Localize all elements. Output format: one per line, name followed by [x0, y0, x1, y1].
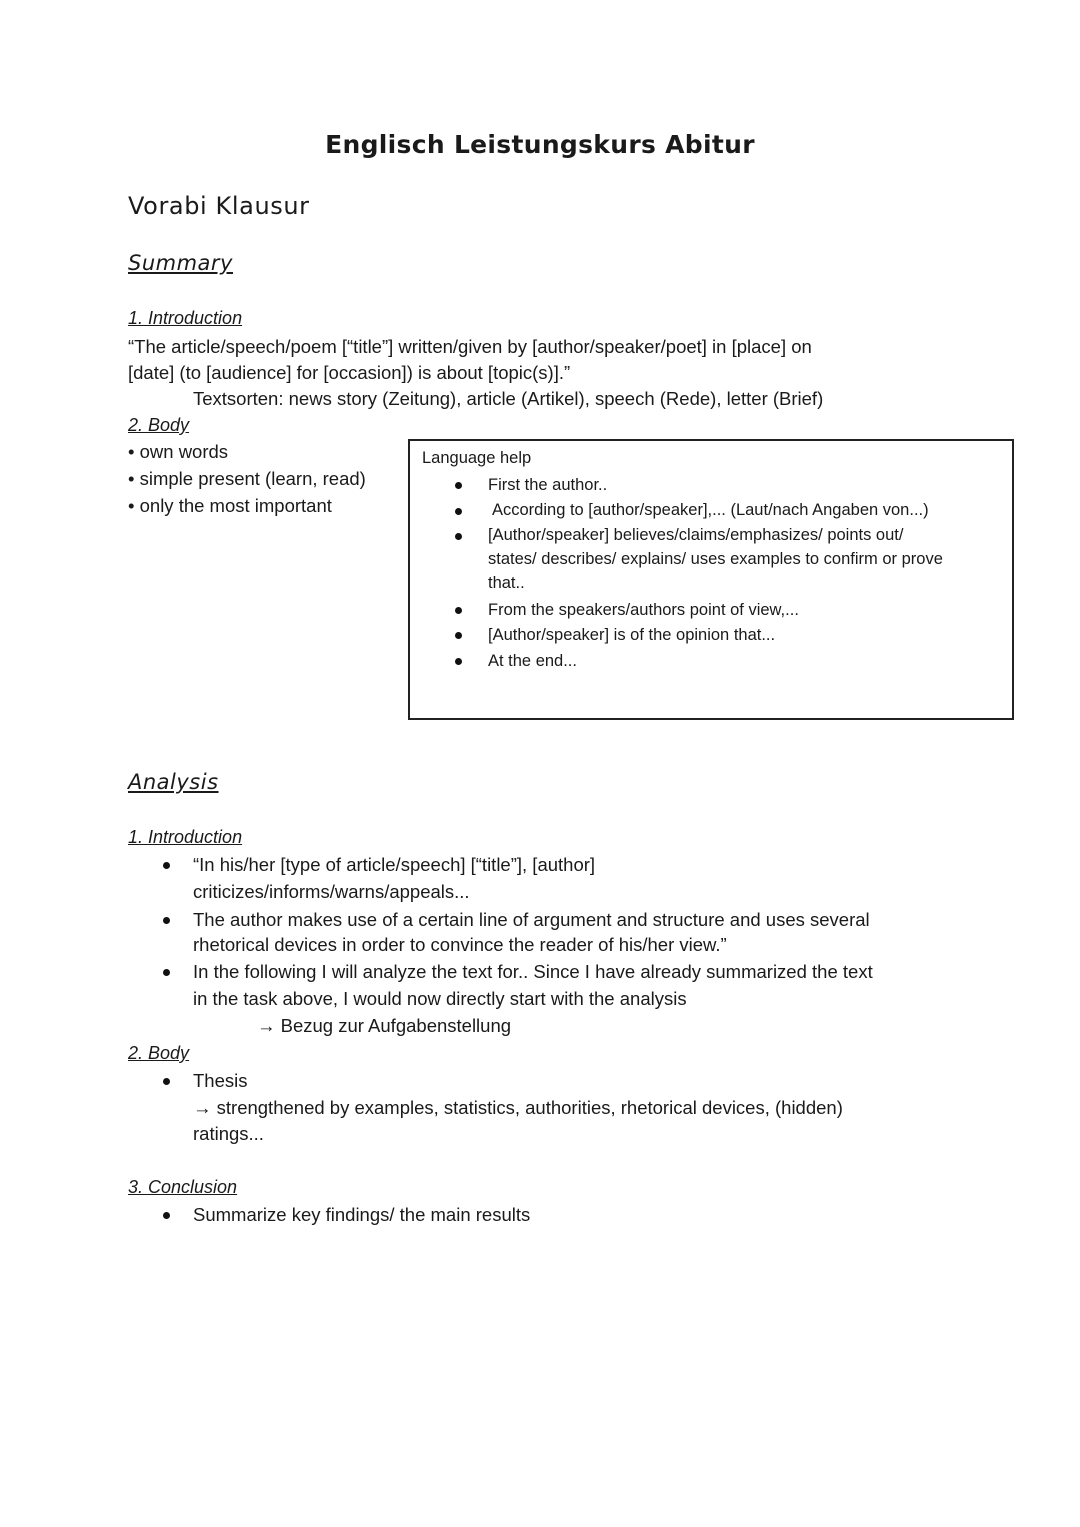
language-help-title: Language help	[422, 449, 532, 467]
language-help-item: According to [author/speaker],... (Laut/nach Angaben von...)	[492, 501, 929, 519]
textsorten-line: Textsorten: news story (Zeitung), article (Artikel), speech (Rede), letter (Brief)	[193, 388, 824, 409]
language-help-item: [Author/speaker] believes/claims/emphasizes/ points out/	[488, 526, 904, 544]
summary-intro-line: [date] (to [audience] for [occasion]) is about [topic(s)].”	[128, 362, 571, 383]
page-title: Englisch Leistungskurs Abitur	[325, 130, 755, 159]
summary-intro-heading: 1. Introduction	[128, 308, 243, 328]
bullet-icon	[163, 1212, 170, 1219]
analysis-intro-item: The author makes use of a certain line of argument and structure and uses several	[193, 909, 870, 930]
language-help-item-continued: states/ describes/ explains/ uses examples to confirm or prove	[488, 550, 943, 568]
analysis-conclusion-item: Summarize key findings/ the main results	[193, 1204, 531, 1225]
summary-body-heading: 2. Body	[128, 415, 190, 435]
analysis-body-arrow-note: → strengthened by examples, statistics, authorities, rhetorical devices, (hidden)	[193, 1097, 843, 1118]
bullet-icon	[163, 917, 170, 924]
analysis-intro-item-continued: in the task above, I would now directly start with the analysis	[193, 988, 687, 1009]
language-help-item: First the author..	[488, 476, 608, 494]
bullet-icon	[163, 862, 170, 869]
analysis-heading: Analysis	[128, 770, 219, 794]
analysis-body-item-continued: ratings...	[193, 1123, 264, 1144]
analysis-intro-item-continued: criticizes/informs/warns/appeals...	[193, 881, 470, 902]
bullet-icon	[455, 632, 462, 639]
bullet-icon	[163, 1078, 170, 1085]
analysis-intro-heading: 1. Introduction	[128, 827, 243, 847]
bullet-icon	[455, 658, 462, 665]
bullet-icon	[455, 607, 462, 614]
summary-body-item: • only the most important	[128, 495, 332, 516]
summary-heading: Summary	[128, 251, 233, 275]
bullet-icon	[455, 508, 462, 515]
language-help-item-continued: that..	[488, 574, 525, 592]
page-subtitle: Vorabi Klausur	[128, 192, 310, 220]
bullet-icon	[455, 533, 462, 540]
bullet-icon	[163, 969, 170, 976]
analysis-intro-item-continued: rhetorical devices in order to convince the reader of his/her view.”	[193, 934, 727, 955]
analysis-body-item: Thesis	[193, 1070, 248, 1091]
summary-intro-line: “The article/speech/poem [“title”] written/given by [author/speaker/poet] in [place] on	[128, 336, 812, 357]
analysis-intro-item: In the following I will analyze the text for.. Since I have already summarized the text	[193, 961, 873, 982]
analysis-conclusion-heading: 3. Conclusion	[128, 1177, 238, 1197]
language-help-item: [Author/speaker] is of the opinion that...	[488, 626, 776, 644]
summary-body-item: • own words	[128, 441, 229, 462]
analysis-intro-item: “In his/her [type of article/speech] [“title”], [author]	[193, 854, 596, 875]
analysis-intro-arrow-note: → Bezug zur Aufgabenstellung	[257, 1015, 512, 1036]
language-help-item: At the end...	[488, 652, 577, 670]
analysis-body-heading: 2. Body	[128, 1043, 190, 1063]
bullet-icon	[455, 482, 462, 489]
language-help-item: From the speakers/authors point of view,...	[488, 601, 799, 619]
summary-body-item: • simple present (learn, read)	[128, 468, 366, 489]
